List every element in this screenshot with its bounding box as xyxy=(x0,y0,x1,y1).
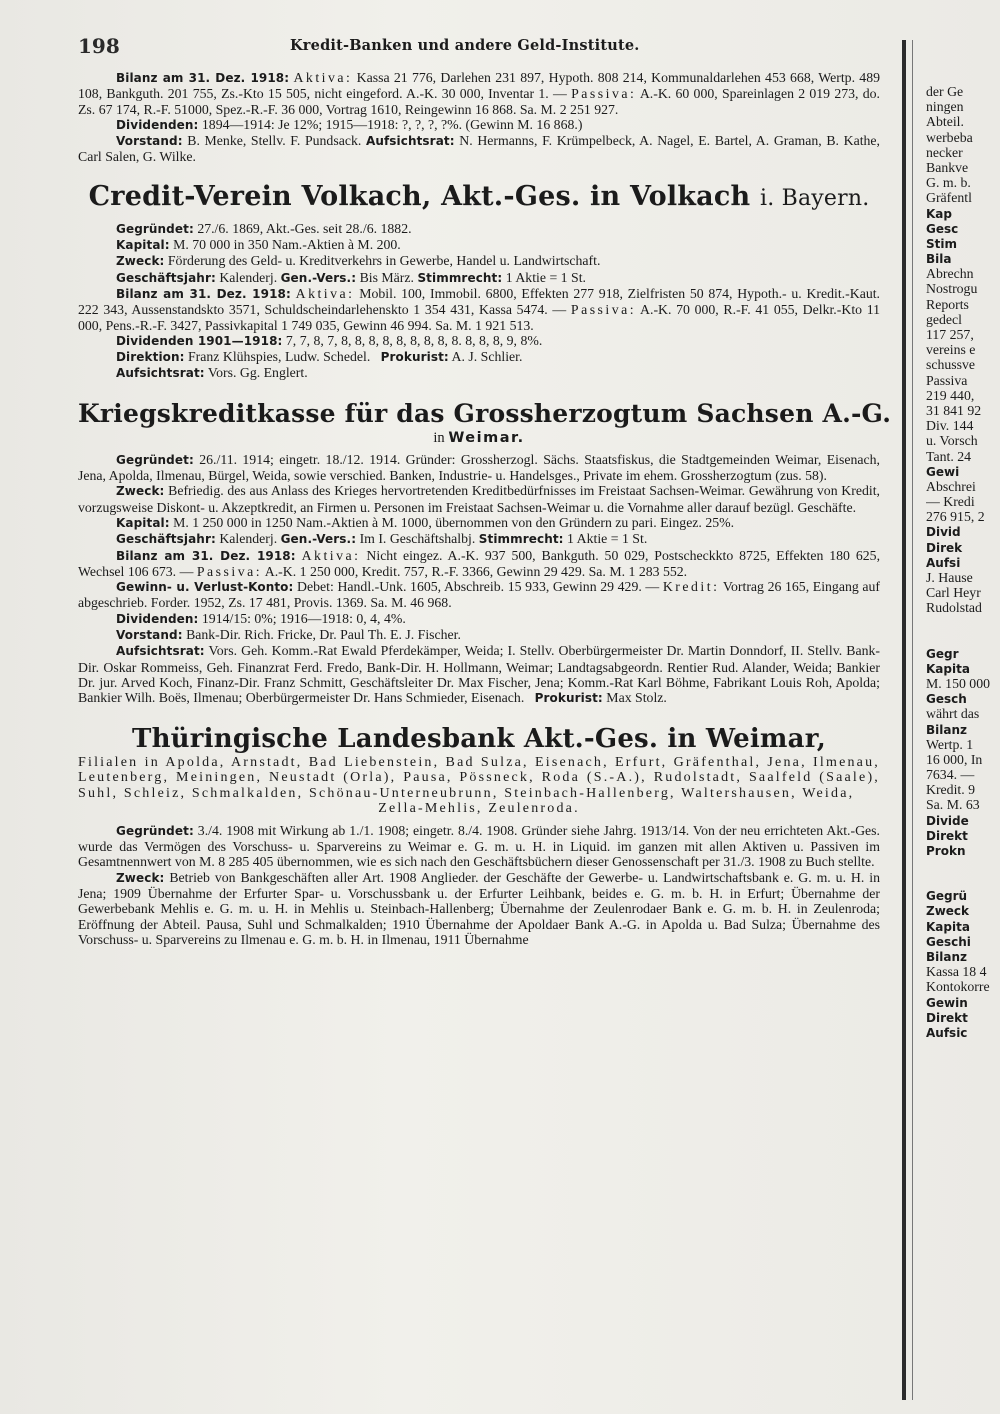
volkach-bilanz: Bilanz am 31. Dez. 1918: Aktiva: Mobil. 100, Immobil. 6800, Effekten 277 918, Zielfristen 50 874, Hypoth.- u. Kredit.-Kaut. 222 343, Aussenstandskto 3571, Schuldscheindarlehenskto 1 354 431, Kassa 5474. — Passiva: A.-K. 70 000, R.-F. 41 055, Delkr.-Kto 11 000, Pens.-R.-F. 3427, Passivkapital 1 749 035, Gewinn 46 994. Sa. M. 1 921 513. xyxy=(78,285,881,333)
side-line: 16 000, In xyxy=(926,751,983,767)
thueringen-zweck: Zweck: Betrieb von Bankgeschäften aller Art. 1908 Anglieder. der Geschäfte der Gewerbe- u. Landwirtschaftsbank e. G. m. u. H. in Jena; 1909 Übernahme der Erfurter Spar- u. Vorschussbank u. der Erfurter Leihbank, beides e. G. m. b. H. in Erfurt; Übernahme der Gewerbebank Mehlis e. G. m. u. H. in Mehlis u. Steinbach-Hallenberg; Übernahme der Zeulenrodaer Bank e. G. m. b. H. in Zeulenroda; Eröffnung der Abteil. Pausa, Suhl und Schmalkalden; 1910 Übernahme der Apoldaer Bank A.-G. in Apolda u. Bad Sulza; Übernahme des Vorschuss- u. Sparvereins zu Ilmenau e. G. m. b. H. in Ilmenau, 1911 Übernahme xyxy=(78,869,880,947)
side-line: Bankve xyxy=(926,159,969,175)
branch-list-end: Zella-Mehlis, Zeulenroda. xyxy=(378,801,580,817)
side-line: Aufsi xyxy=(926,555,961,570)
side-line: 219 440, xyxy=(926,387,975,403)
side-line: der Ge xyxy=(926,84,964,99)
side-line: Kapita xyxy=(926,919,970,934)
kriegs-vorstand: Vorstand: Bank-Dir. Rich. Fricke, Dr. Paul Th. E. J. Fischer. xyxy=(116,627,461,643)
side-line: Nostrogu xyxy=(926,281,978,297)
side-line: — Kredi xyxy=(926,494,975,510)
adjacent-page-fragment xyxy=(926,84,1000,1040)
prev-entry xyxy=(78,70,880,165)
side-line: Bilanz xyxy=(926,949,967,964)
kriegs-gegruendet: Gegründet: 26./11. 1914; eingetr. 18./12. 1914. Gründer: Grossherzogl. Sächs. Staatsfiskus, die Stadtgemeinden Weimar, Eisenach, Jena, Apolda, Ilmenau, Bürgel, Weida, sowie verschied. Banken, Industrie- u. Handelsges., Private im ehem. Grossherzogtum (zus. 58). xyxy=(78,451,880,484)
side-line: Kassa 18 4 xyxy=(926,964,987,980)
running-head: Kredit-Banken und andere Geld-Institute. xyxy=(290,37,640,54)
page-number: 198 xyxy=(78,34,120,58)
side-line: 117 257, xyxy=(926,327,974,342)
side-line: gedecl xyxy=(926,311,963,327)
side-line: Gräfentl xyxy=(926,190,972,206)
kriegs-kapital: Kapital: M. 1 250 000 in 1250 Nam.-Aktien à M. 1000, übernommen von den Gründern zu pari. Eingez. 25%. xyxy=(116,514,735,530)
column-rule-thin xyxy=(912,40,913,1400)
kriegs-guv: Gewinn- u. Verlust-Konto: Debet: Handl.-Unk. 1605, Abschreib. 15 933, Gewinn 29 429. — Kredit: Vortrag 26 165, Eingang auf abgeschrieb. Forder. 1952, Zs. 17 481, Provis. 1369. Sa. M. 46 968. xyxy=(78,579,880,611)
kriegs-geschaeftsjahr: Geschäftsjahr: Kalenderj. Gen.-Vers.: Im I. Geschäftshalbj. Stimmrecht: 1 Aktie = 1 St. xyxy=(116,531,648,547)
volkach-gegruendet: Gegründet: 27./6. 1869, Akt.-Ges. seit 28./6. 1882. xyxy=(116,220,412,236)
entry-thueringische-landesbank xyxy=(78,723,880,948)
side-line: Abteil. xyxy=(926,114,964,130)
side-line: 276 915, 2 xyxy=(926,509,985,525)
thueringen-gegruendet: Gegründet: 3./4. 1908 mit Wirkung ab 1./1. 1908; eingetr. 8./4. 1908. Gründer siehe Jahrg. 1913/14. Von der neu errichteten Akt.-Ges. wurde das Vermögen des Vorschuss- u. Sparvereins zu Weimar e. G. m. u. H. in Liquid. im ganzen mit allen Aktiven u. Passiven im Gesamtnennwert von M. 8 285 405 übernommen, wie es sich nach den Geschäftsbüchern dieser Genossenschaft per 31./3. 1908 zu Buch stellte. xyxy=(78,822,880,870)
side-line: Direkt xyxy=(926,1010,968,1025)
volkach-dividenden: Dividenden 1901—1918: 7, 7, 8, 7, 8, 8, 8, 8, 8, 8, 8, 8, 8. 8, 8, 8, 9, 8%. xyxy=(116,332,543,348)
volkach-geschaeftsjahr: Geschäftsjahr: Kalenderj. Gen.-Vers.: Bis März. Stimmrecht: 1 Aktie = 1 St. xyxy=(116,269,586,285)
entry-title: Credit-Verein Volkach, Akt.-Ges. in Volkach i. Bayern. xyxy=(88,180,870,212)
side-line: Divide xyxy=(926,813,969,828)
page-header xyxy=(78,34,898,62)
side-line: Direkt xyxy=(926,828,968,843)
side-line: Kontokorre xyxy=(926,979,990,995)
side-line: necker xyxy=(926,144,963,160)
side-line: Abrechn xyxy=(926,266,974,282)
side-line: Tant. 24 xyxy=(926,448,972,464)
side-line: währt das xyxy=(926,706,980,722)
side-line: Gesch xyxy=(926,692,967,707)
side-line: Sa. M. 63 xyxy=(926,797,980,813)
kriegs-bilanz: Bilanz am 31. Dez. 1918: Aktiva: Nicht eingez. A.-K. 937 500, Bankguth. 50 029, Postscheckkto 8725, Effekten 180 625, Wechsel 106 673. — Passiva: A.-K. 1 250 000, Kredit. 757, R.-F. 3366, Gewinn 29 429. Sa. M. 1 283 552. xyxy=(78,547,881,579)
side-line: Wertp. 1 xyxy=(926,736,974,752)
entry-subtitle: in Weimar. xyxy=(433,429,525,446)
volkach-aufsichtsrat: Aufsichtsrat: Vors. Gg. Englert. xyxy=(116,365,308,381)
kriegs-dividenden: Dividenden: 1914/15: 0%; 1916—1918: 0, 4, 4%. xyxy=(116,610,406,626)
side-line: schussve xyxy=(926,357,976,373)
side-line: 31 841 92 xyxy=(926,402,982,418)
side-line: Gewin xyxy=(926,995,968,1010)
side-line: Stim xyxy=(926,236,957,251)
prev-vorstand: Vorstand: B. Menke, Stellv. F. Pundsack. Aufsichtsrat: N. Hermanns, F. Krümpelbeck, A. Nagel, E. Bartel, A. Graman, B. Kathe, Carl Salen, G. Wilke. xyxy=(78,133,881,165)
side-line: vereins e xyxy=(926,342,976,358)
side-line: Abschrei xyxy=(926,478,976,494)
side-line: G. m. b. xyxy=(926,175,971,191)
side-line: Bila xyxy=(926,252,952,267)
side-line: Prokn xyxy=(926,844,966,858)
side-line: werbeba xyxy=(926,129,973,145)
volkach-kapital: Kapital: M. 70 000 in 350 Nam.-Aktien à M. 200. xyxy=(116,237,401,253)
side-line: Gegr xyxy=(926,646,959,661)
side-line: Rudolstad xyxy=(926,600,982,616)
side-line: Aufsic xyxy=(926,1025,968,1040)
side-line: Geschi xyxy=(926,934,971,949)
side-line: Kredit. 9 xyxy=(926,782,976,798)
side-line: Carl Heyr xyxy=(926,585,981,601)
entry-title: Thüringische Landesbank Akt.-Ges. in Weimar, xyxy=(132,723,826,754)
entry-kriegskreditkasse xyxy=(78,398,892,707)
volkach-zweck: Zweck: Förderung des Geld- u. Kreditverkehrs in Gewerbe, Handel u. Landwirtschaft. xyxy=(116,253,601,269)
side-line: Gegrü xyxy=(926,889,968,904)
side-line: J. Hause xyxy=(926,570,973,585)
side-line: Reports xyxy=(926,296,969,312)
entry-title: Kriegskreditkasse für das Grossherzogtum Sachsen A.-G. xyxy=(78,398,892,428)
volkach-direktion: Direktion: Franz Klühspies, Ludw. Schedel. Prokurist: A. J. Schlier. xyxy=(116,349,523,365)
side-line: Gesc xyxy=(926,221,959,236)
side-line: Zweck xyxy=(926,904,970,919)
side-line: u. Vorsch xyxy=(926,433,978,449)
column-rule xyxy=(902,40,906,1400)
side-line: Kap xyxy=(926,206,952,221)
side-line: 7634. — xyxy=(926,767,975,783)
side-line: M. 150 000 xyxy=(926,675,991,691)
side-line: Divid xyxy=(926,525,961,540)
kriegs-aufsichtsrat: Aufsichtsrat: Vors. Geh. Komm.-Rat Ewald Pferdekämper, Weida; I. Stellv. Oberbürgermeister Dr. Martin Donndorf, II. Stellv. Bank-Dir. Oskar Rommeiss, Geh. Finanzrat Ferd. Fredo, Bank-Dir. H. Hollmann, Weimar; Landtagsabgeordn. Rentier Rud. Alander, Weida; Bankier Dr. jur. Arved Koch, Finanz-Dir. Franz Schmitt, Geschäftsleiter Dr. Max Fischer, Jena; Komm.-Rat Karl Böhme, Fabrikant Louis Roh, Apolda; Bankier Wilh. Boës, Ilmenau; Oberbürgermeister Dr. Hans Schmieder, Eisenach. Prokurist: Max Stolz. xyxy=(78,643,880,706)
prev-dividenden: Dividenden: 1894—1914: Je 12%; 1915—1918: ?, ?, ?, ?%. (Gewinn M. 16 868.) xyxy=(116,116,583,132)
kriegs-zweck: Zweck: Befriedig. des aus Anlass des Krieges hervortretenden Kreditbedürfnisses im Freistaat Sachsen-Weimar. Gewährung von Kredit, vorzugsweise Diskont- u. Akzeptkredit, an Firmen u. Personen im Freistaat Sachsen-Weimar u. die Vornahme aller darauf bezügl. Geschäfte. xyxy=(78,483,880,515)
side-line: ningen xyxy=(926,99,964,115)
entry-volkach xyxy=(78,181,880,382)
side-line: Direk xyxy=(926,540,963,555)
side-line: Gewi xyxy=(926,464,960,479)
branch-list: Filialen in Apolda, Arnstadt, Bad Liebenstein, Bad Sulza, Eisenach, Erfurt, Gräfenthal, Jena, Ilmenau, Leutenberg, Meiningen, Neustadt (Orla), Pausa, Pössneck, Roda (S.-A.), Rudolstadt, Saalfeld (Saale), Suhl, Schleiz, Schmalkalden, Schönau-Unterneubrunn, Steinbach-Hallenberg, Waltershausen, Weida, xyxy=(78,754,880,801)
side-line: Kapita xyxy=(926,661,970,676)
prev-bilanz: Bilanz am 31. Dez. 1918: Aktiva: Kassa 21 776, Darlehen 231 897, Hypoth. 808 214, Kommunaldarlehen 453 668, Wertp. 489 108, Bankguth. 201 755, Zs.-Kto 15 505, nicht eingeford. A.-K. 30 000, Inventar 1. — Passiva: A.-K. 60 000, Spareinlagen 2 019 273, do. Zs. 67 174, R.-F. 51000, Spez.-R.-F. 36 000, Vortrag 1610, Reingewinn 16 868. Sa. M. 2 251 927. xyxy=(78,70,880,117)
side-line: Div. 144 xyxy=(926,418,974,434)
side-line: Bilanz xyxy=(926,722,967,737)
main-column xyxy=(78,70,892,947)
side-line: Passiva xyxy=(926,372,968,388)
